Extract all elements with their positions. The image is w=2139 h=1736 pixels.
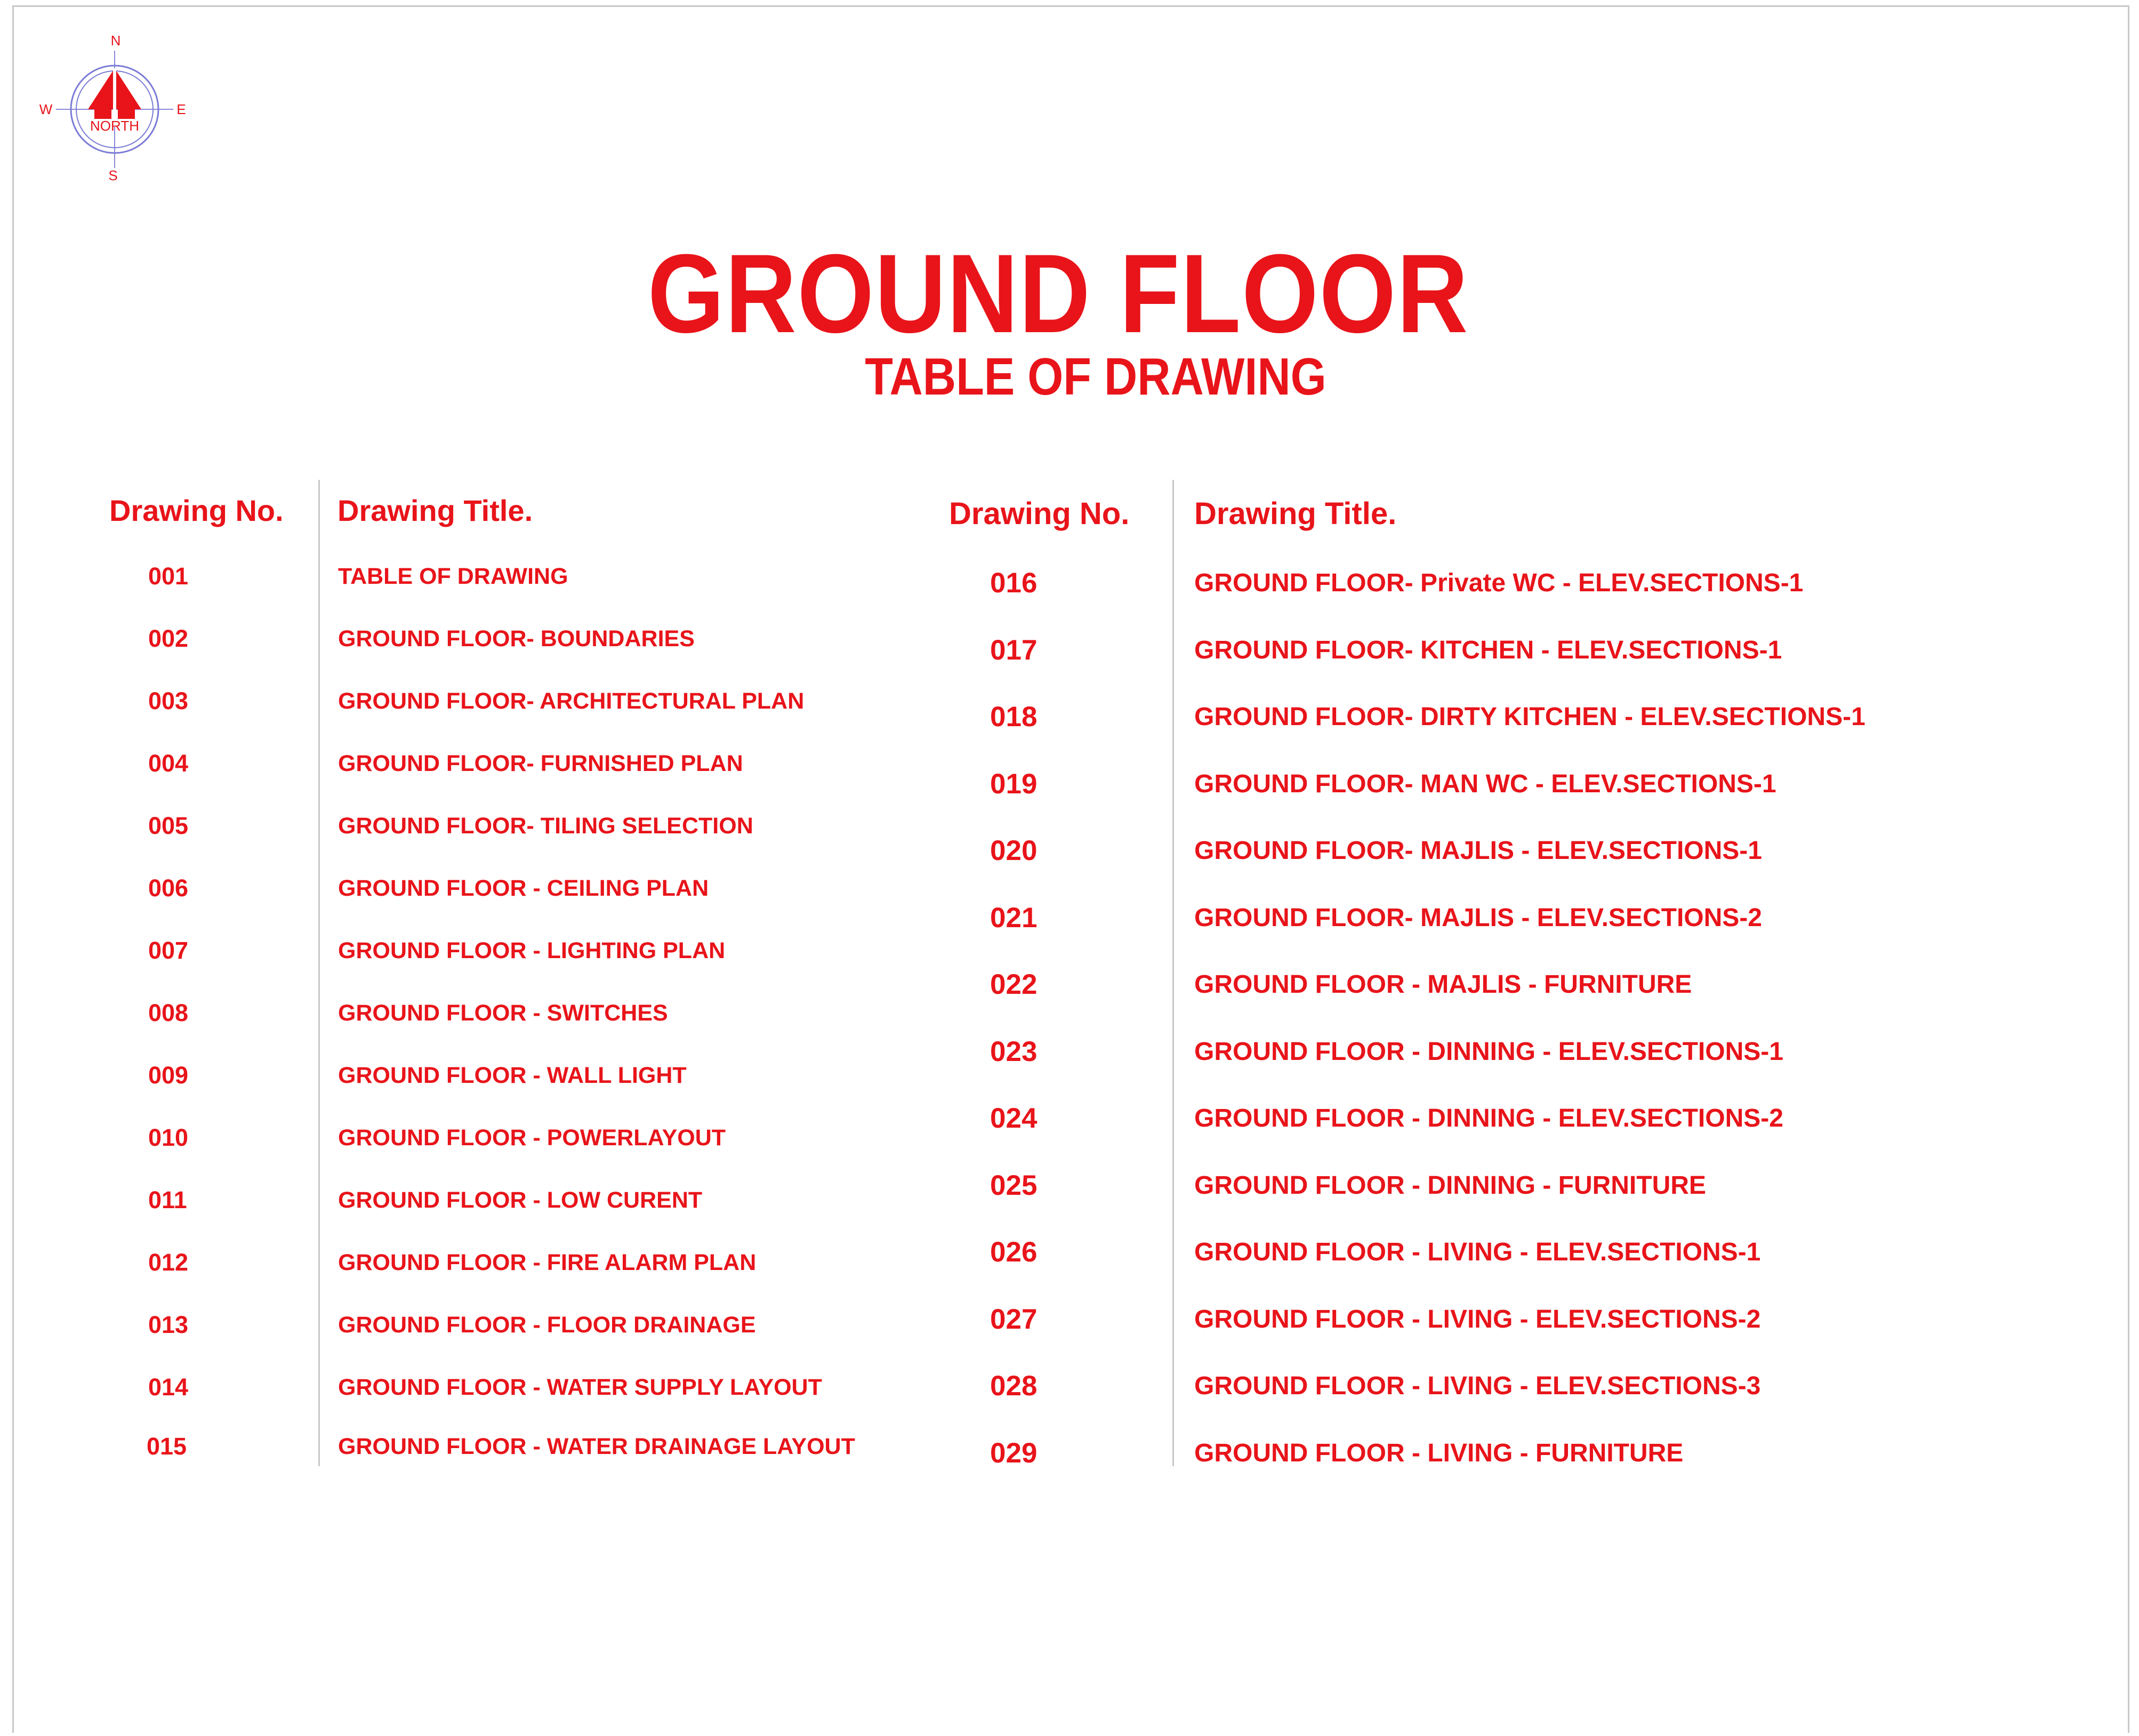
- drawing-number: 010: [148, 1124, 189, 1151]
- drawing-title: GROUND FLOOR- MAJLIS - ELEV.SECTIONS-1: [1194, 837, 1762, 865]
- north-compass-icon: [35, 29, 195, 189]
- drawing-number: 020: [990, 835, 1038, 866]
- column-header-number: Drawing No.: [109, 494, 284, 527]
- compass-w: W: [39, 101, 53, 117]
- drawing-number: 028: [990, 1370, 1038, 1402]
- page-subtitle: TABLE OF DRAWING: [865, 347, 1326, 406]
- drawing-title: GROUND FLOOR - DINNING - ELEV.SECTIONS-2: [1194, 1104, 1783, 1132]
- compass-e: E: [176, 101, 186, 117]
- drawing-title: GROUND FLOOR - DINNING - ELEV.SECTIONS-1: [1194, 1037, 1783, 1066]
- column-header-title: Drawing Title.: [337, 494, 533, 527]
- compass-n: N: [110, 33, 121, 49]
- drawing-title: GROUND FLOOR- TILING SELECTION: [338, 813, 753, 839]
- drawing-number: 014: [148, 1373, 189, 1401]
- drawing-number: 025: [990, 1169, 1038, 1201]
- drawing-number: 015: [147, 1433, 187, 1460]
- drawing-title: GROUND FLOOR - SWITCHES: [338, 1000, 668, 1026]
- drawing-title: GROUND FLOOR - LIVING - ELEV.SECTIONS-2: [1194, 1305, 1761, 1333]
- drawing-title: GROUND FLOOR - WATER DRAINAGE LAYOUT: [338, 1434, 855, 1459]
- drawing-title: GROUND FLOOR - WATER SUPPLY LAYOUT: [338, 1375, 822, 1400]
- drawing-title: GROUND FLOOR - LIVING - ELEV.SECTIONS-3: [1194, 1372, 1761, 1400]
- drawing-title: GROUND FLOOR- Private WC - ELEV.SECTIONS-1: [1194, 569, 1804, 597]
- drawing-number: 016: [990, 567, 1038, 599]
- drawing-title: GROUND FLOOR - MAJLIS - FURNITURE: [1194, 970, 1692, 999]
- drawing-title: GROUND FLOOR - DINNING - FURNITURE: [1194, 1171, 1706, 1200]
- drawing-number: 001: [148, 562, 189, 590]
- drawing-number: 005: [148, 812, 189, 839]
- drawing-number: 019: [990, 768, 1038, 800]
- drawing-number: 011: [148, 1186, 187, 1213]
- drawing-title: GROUND FLOOR- ARCHITECTURAL PLAN: [338, 688, 805, 714]
- drawing-number: 002: [148, 625, 189, 652]
- page-title: GROUND FLOOR: [647, 231, 1469, 356]
- drawing-title: GROUND FLOOR- BOUNDARIES: [338, 626, 695, 652]
- drawing-title: GROUND FLOOR- FURNISHED PLAN: [338, 751, 743, 776]
- drawing-title: GROUND FLOOR- MAN WC - ELEV.SECTIONS-1: [1194, 769, 1776, 798]
- drawing-title: GROUND FLOOR- DIRTY KITCHEN - ELEV.SECTIONS-1: [1194, 703, 1865, 731]
- compass-s: S: [108, 167, 118, 183]
- drawing-number: 026: [990, 1236, 1038, 1268]
- drawing-title: GROUND FLOOR - POWERLAYOUT: [338, 1125, 726, 1151]
- drawing-number: 007: [148, 937, 189, 964]
- drawing-title: GROUND FLOOR - LIVING - ELEV.SECTIONS-1: [1194, 1238, 1761, 1266]
- drawing-title: GROUND FLOOR - FIRE ALARM PLAN: [338, 1250, 757, 1275]
- column-header-title: Drawing Title.: [1194, 496, 1397, 531]
- drawing-title: GROUND FLOOR - LIVING - FURNITURE: [1194, 1438, 1684, 1467]
- drawing-number: 017: [990, 634, 1038, 666]
- drawing-number: 008: [148, 999, 189, 1026]
- column-header-number: Drawing No.: [949, 496, 1130, 531]
- drawing-title: GROUND FLOOR- KITCHEN - ELEV.SECTIONS-1: [1194, 636, 1782, 664]
- drawing-title: GROUND FLOOR- MAJLIS - ELEV.SECTIONS-2: [1194, 903, 1762, 932]
- drawing-number: 004: [148, 750, 189, 777]
- drawing-number: 029: [990, 1437, 1038, 1469]
- column-divider: [1172, 480, 1174, 1466]
- drawing-number: 003: [148, 687, 189, 714]
- drawing-title: GROUND FLOOR - LOW CURENT: [338, 1187, 703, 1213]
- drawing-number: 012: [148, 1249, 189, 1276]
- drawing-number: 022: [990, 969, 1038, 1000]
- drawing-number: 024: [990, 1103, 1038, 1134]
- drawing-title: TABLE OF DRAWING: [338, 564, 568, 589]
- drawing-title: GROUND FLOOR - CEILING PLAN: [338, 875, 709, 901]
- drawing-number: 013: [148, 1311, 189, 1338]
- drawing-number: 006: [148, 874, 189, 902]
- drawing-number: 023: [990, 1035, 1038, 1067]
- compass-north-label: NORTH: [90, 118, 139, 134]
- column-divider: [318, 480, 320, 1466]
- drawing-number: 021: [990, 902, 1038, 934]
- drawing-title: GROUND FLOOR - LIGHTING PLAN: [338, 938, 726, 963]
- drawing-title: GROUND FLOOR - FLOOR DRAINAGE: [338, 1312, 756, 1338]
- drawing-number: 018: [990, 701, 1038, 733]
- drawing-number: 027: [990, 1303, 1038, 1335]
- drawing-title: GROUND FLOOR - WALL LIGHT: [338, 1063, 687, 1088]
- drawing-number: 009: [148, 1062, 189, 1089]
